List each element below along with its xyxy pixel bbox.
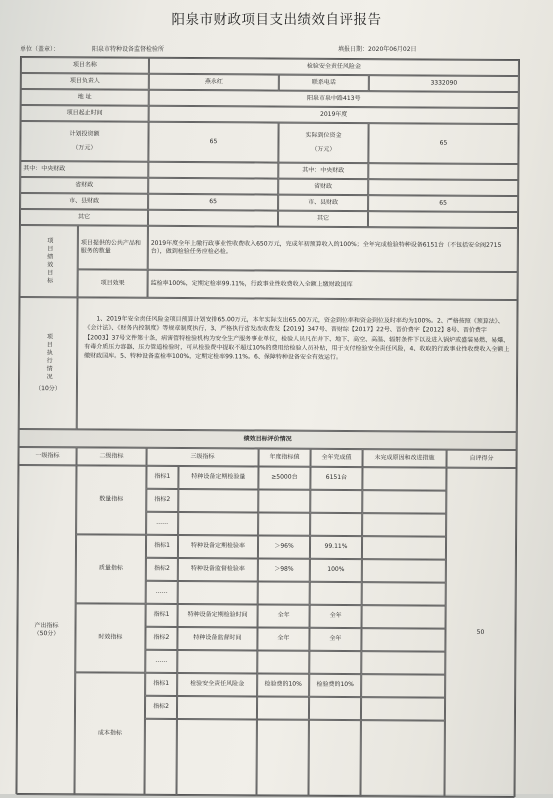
unit-label: 单位（盖章）：	[20, 46, 60, 53]
actual-label-line2: （万元）	[311, 145, 336, 153]
project-name: 检验安全责任风险金	[149, 58, 519, 76]
quantity-ind2-actual	[310, 490, 362, 513]
province-right-label: 省财政	[278, 179, 368, 196]
col-level3: 三级指标	[146, 448, 258, 467]
quantity-more-reason	[362, 513, 446, 537]
report-title: 阳泉市财政项目支出绩效自评报告	[171, 12, 382, 28]
cost-ind2-target	[257, 696, 309, 719]
quantity-ind1-target: ≥5000台	[258, 466, 310, 489]
level1-score: （50分）	[33, 630, 60, 638]
central-right-label: 其中：中央财政	[278, 163, 368, 180]
cost-ind1-target: 检验费的10%	[257, 673, 309, 696]
central-left-value	[148, 162, 278, 179]
actual-funds-value: 65	[368, 123, 518, 164]
province-left-value	[148, 178, 278, 195]
col-reason: 未完成原因和改进措施	[362, 449, 446, 468]
report-form	[15, 56, 519, 797]
timeliness-ind1-name: 特种设备定期检验时间	[178, 604, 258, 627]
quantity-label: 数量指标	[76, 465, 146, 534]
cost-more-reason	[360, 720, 444, 798]
goals-label: 项目绩效目标	[20, 225, 78, 297]
quality-ind2-reason	[362, 559, 446, 583]
quantity-more-target	[258, 512, 310, 535]
timeliness-ind2-actual: 全年	[309, 628, 361, 651]
cost-ind2: 指标2	[145, 696, 177, 719]
cost-ind2-reason	[361, 697, 445, 721]
province-right-value	[368, 179, 518, 196]
quality-more-actual	[310, 582, 362, 605]
actual-funds-label	[278, 123, 368, 164]
execution-text: 1、2019年安全责任风险金项目预算计划安排65.00万元，本年实际支出65.00万元，资金到位率和资金到位及时率均为100%。2、严格按照《预算法》、《会计法》、《财务内控制度》等规章制度执行，3、严格执行省发改收费发【2019】347号、晋财综【2017】22号、晋价费字【2012】8号、晋价费字【2003】37号文件第十条，病害管特检验机构为安全生产服务事业单位，检验人员凡在井下、地下、高空、高温、辐射条件下以及进入锅炉或盛装易燃、易爆、有毒介质压力容器、压力管道检验时，可从检验费中提取不超过10%的费用给检验人员补贴，用于支付检验安全责任风险，4、收取的行政事业性收费收入全额上缴财政国库。5、特种设备监检率100%，定期定检率99.11%。6、保障特种设备安全有效运行。	[77, 297, 518, 432]
cost-more-actual	[308, 720, 360, 797]
quantity-ind1-actual: 6151台	[310, 467, 362, 490]
timeliness-ind2: 指标2	[145, 627, 177, 650]
quantity-more: ……	[146, 512, 178, 535]
quality-more-name	[178, 581, 258, 604]
plan-label-line1: 计划投资额	[69, 130, 100, 138]
timeliness-more-reason	[361, 651, 445, 675]
phone-label: 联系电话	[279, 75, 369, 92]
effect-text: 监检率100%，定期定检率99.11%，行政事业性收费收入全额上缴财政国库	[148, 270, 518, 300]
quality-ind2-actual: 100%	[310, 559, 362, 582]
quantity-ind2-name	[178, 489, 258, 512]
timeliness-ind1: 指标1	[146, 604, 178, 627]
col-actual: 全年完成值	[310, 449, 362, 467]
quantity-ind1-reason	[362, 467, 446, 491]
level1-output-cell	[16, 465, 76, 795]
leader-label: 项目负责人	[21, 73, 149, 90]
col-annual: 年度指标值	[258, 448, 310, 466]
perf-section-title: 绩效目标评价情况	[19, 429, 517, 450]
timeliness-ind1-actual: 全年	[310, 605, 362, 628]
address: 阳泉市泉中路413号	[149, 90, 519, 108]
period: 2019年度	[149, 106, 519, 124]
cost-more-target	[256, 719, 308, 796]
quantity-more-name	[178, 512, 258, 535]
other-left-label: 其它	[20, 209, 148, 226]
plan-label-line2: （万元）	[72, 144, 97, 152]
address-label: 地 址	[21, 89, 149, 106]
timeliness-ind1-reason	[362, 605, 446, 629]
quality-ind2-name: 特种设备监督检验率	[178, 558, 258, 581]
leader: 燕永红	[149, 74, 279, 91]
cost-more	[144, 719, 176, 796]
timeliness-label: 时效指标	[75, 603, 145, 672]
quality-ind1-name: 特种设备定期检验率	[178, 535, 258, 558]
province-left-label: 省财政	[20, 177, 148, 194]
timeliness-ind2-name: 特种设备监督时间	[177, 627, 257, 650]
services-label: 项目提供的公共产品和服务的数量	[78, 225, 148, 269]
cost-ind1: 指标1	[145, 673, 177, 696]
other-right-label: 其它	[278, 211, 368, 228]
city-right-label: 市、县财政	[278, 195, 368, 212]
timeliness-more-name	[177, 650, 257, 673]
level1-name: 产出指标	[34, 622, 59, 630]
timeliness-ind2-reason	[361, 628, 445, 652]
cost-ind1-actual: 检验费的10%	[309, 674, 361, 697]
quantity-ind2-target	[258, 489, 310, 512]
quantity-ind1-name: 特种设备定期检验量	[178, 466, 258, 489]
actual-label-line1: 实际到位资金	[305, 131, 342, 139]
project-name-label: 项目名称	[21, 57, 149, 74]
cost-more-name	[176, 719, 256, 796]
city-right-value: 65	[368, 195, 518, 212]
cost-ind1-reason	[361, 674, 445, 698]
quality-ind1-reason	[362, 536, 446, 560]
timeliness-ind1-target: 全年	[258, 604, 310, 627]
col-level1: 一级指标	[19, 447, 77, 465]
quality-ind2: 指标2	[146, 558, 178, 581]
unit-value: 阳泉市特种设备监督检验所	[92, 46, 165, 53]
other-left-value	[148, 210, 278, 227]
period-label: 项目起止时间	[21, 105, 149, 122]
city-left-value: 65	[148, 194, 278, 211]
timeliness-ind2-target: 全年	[257, 627, 309, 650]
services-text: 2019年度全年上缴行政事业性收费收入650万元，完成年初预算收入的100%；全年完成检验特种设备6151台（不包括安全阀2715台），做到检验任务应检必检。	[148, 226, 518, 272]
plan-investment-value: 65	[148, 122, 278, 163]
phone: 3332090	[369, 75, 519, 92]
quantity-ind1: 指标1	[146, 466, 178, 489]
execution-label: 项目执行情况	[45, 333, 53, 382]
quality-ind1-actual: 99.11%	[310, 536, 362, 559]
quantity-ind2-reason	[362, 490, 446, 514]
col-level2: 二级指标	[77, 447, 147, 465]
execution-label-cell	[19, 297, 78, 429]
plan-investment-label	[20, 121, 148, 162]
execution-score: （10分）	[35, 385, 61, 393]
quality-ind2-target: ＞98%	[258, 558, 310, 581]
central-right-value	[368, 163, 518, 180]
cost-ind2-name	[177, 696, 257, 719]
effect-label: 项目效果	[78, 269, 148, 297]
quantity-more-actual	[310, 513, 362, 536]
quality-more: ……	[146, 581, 178, 604]
quality-more-target	[258, 581, 310, 604]
cost-ind1-name: 检验安全责任风险金	[177, 673, 257, 696]
report-date: 填报日期：2020年06月02日	[338, 46, 417, 53]
city-left-label: 市、县财政	[20, 193, 148, 210]
quantity-ind2: 指标2	[146, 489, 178, 512]
other-right-value	[368, 211, 518, 228]
col-score: 自评得分	[446, 450, 516, 468]
timeliness-more-actual	[309, 651, 361, 674]
quality-label: 质量指标	[76, 534, 146, 603]
quality-ind1-target: ＞96%	[258, 535, 310, 558]
quality-more-reason	[362, 582, 446, 606]
self-score: 50	[444, 468, 516, 798]
cost-ind2-actual	[309, 697, 361, 720]
timeliness-more: ……	[145, 650, 177, 673]
quality-ind1: 指标1	[146, 535, 178, 558]
timeliness-more-target	[257, 650, 309, 673]
cost-label: 成本指标	[74, 672, 145, 795]
central-left-label: 其中：中央财政	[20, 161, 148, 178]
